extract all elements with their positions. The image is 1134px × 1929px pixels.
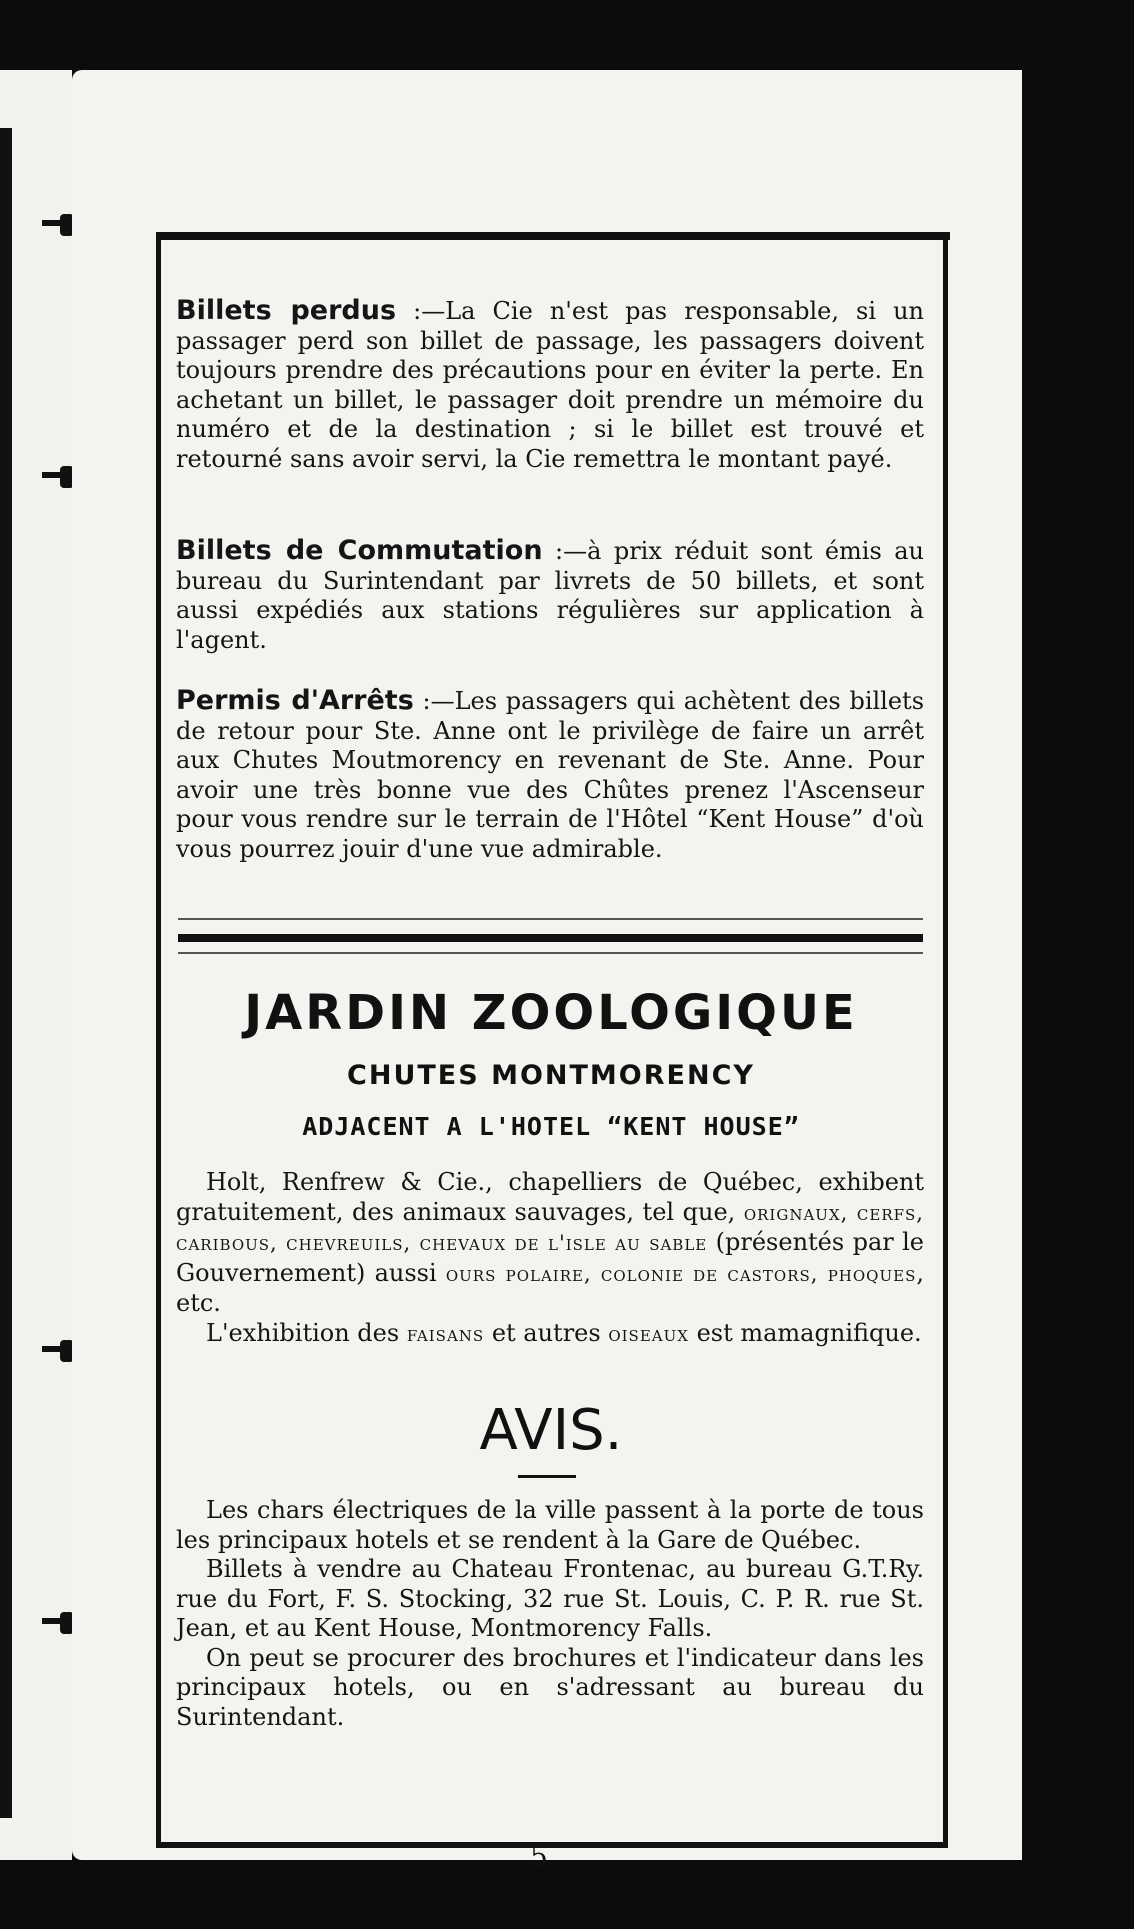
section-text: :—La Cie n'est pas responsable, si un passager perd son billet de passage, les passagers doivent toujours prendre des précautions pour en éviter la perte. En achetant un billet, le passager doit prendre un mémoire du numéro et de la destination ; si le billet est trouvé et retourné sans avoir servi, la Cie remettra le montant payé. — [176, 297, 924, 473]
avis-rule — [518, 1475, 576, 1478]
section-commutation — [176, 536, 924, 655]
section-heading: Billets perdus — [176, 295, 397, 326]
previous-page-border — [0, 128, 12, 1818]
text-run: est mamagnifique. — [688, 1318, 922, 1347]
small-caps-run: ours polaire, colonie de castors, phoques — [445, 1261, 917, 1286]
avis-paragraph: Billets à vendre au Chateau Frontenac, au bureau G.T.Ry. rue du Fort, F. S. Stocking, 32 rue St. Louis, C. P. R. rue St. Jean, et au Kent House, Montmorency Falls. — [176, 1555, 924, 1642]
zoo-adjacent: ADJACENT A L'HOTEL “KENT HOUSE” — [302, 1112, 800, 1141]
section-text: :—Les passagers qui achètent des billets de retour pour Ste. Anne ont le privilège de faire un arrêt aux Chutes Moutmorency en revenant de Ste. Anne. Pour avoir une très bonne vue des Chûtes prenez l'Ascenseur pour vous rendre sur le terrain de l'Hôtel “Kent House” d'où vous pourrez jouir d'une vue admirable. — [176, 687, 925, 863]
avis-paragraph: Les chars électriques de la ville passent à la porte de tous les principaux hotels et se rendent à la Gare de Québec. — [176, 1496, 924, 1554]
avis-body — [176, 1496, 924, 1732]
section-heading: Billets de Commutation — [176, 535, 543, 566]
section-text: :—à prix réduit sont émis au bureau du Surintendant par livrets de 50 billets, et sont aussi expédiés aux stations régulières sur application à l'agent. — [176, 537, 924, 654]
small-caps-run: oiseaux — [608, 1321, 689, 1346]
zoo-title: JARDIN ZOOLOGIQUE — [244, 985, 858, 1041]
avis-title: AVIS. — [479, 1398, 623, 1463]
text-run: (présentés par le Gouvernement) aussi — [176, 1228, 924, 1287]
section-billets-perdus — [176, 296, 924, 474]
zoo-paragraph — [176, 1168, 924, 1319]
text-run: L'exhibition des — [206, 1318, 407, 1347]
small-caps-run: faisans — [406, 1321, 485, 1346]
section-arrets — [176, 686, 924, 864]
text-run: , etc. — [176, 1258, 924, 1317]
previous-page-edge — [0, 70, 72, 1860]
section-heading: Permis d'Arrêts — [176, 685, 414, 716]
zoo-body — [176, 1168, 924, 1349]
avis-paragraph: On peut se procurer des brochures et l'indicateur dans les principaux hotels, ou en s'adressant au bureau du Surintendant. — [176, 1643, 924, 1731]
small-caps-run: orignaux, cerfs, caribous, chevreuils, chevaux de l'isle au sable — [176, 1200, 924, 1255]
zoo-subtitle: CHUTES MONTMORENCY — [347, 1060, 755, 1091]
text-run: et autres — [484, 1318, 609, 1347]
section-divider — [178, 918, 923, 958]
page-number: 5 — [530, 1840, 548, 1873]
text-run: Holt, Renfrew & Cie., chapelliers de Québec, exhibent gratuitement, des animaux sauvages, tel que, — [176, 1168, 924, 1226]
zoo-paragraph — [176, 1319, 924, 1350]
